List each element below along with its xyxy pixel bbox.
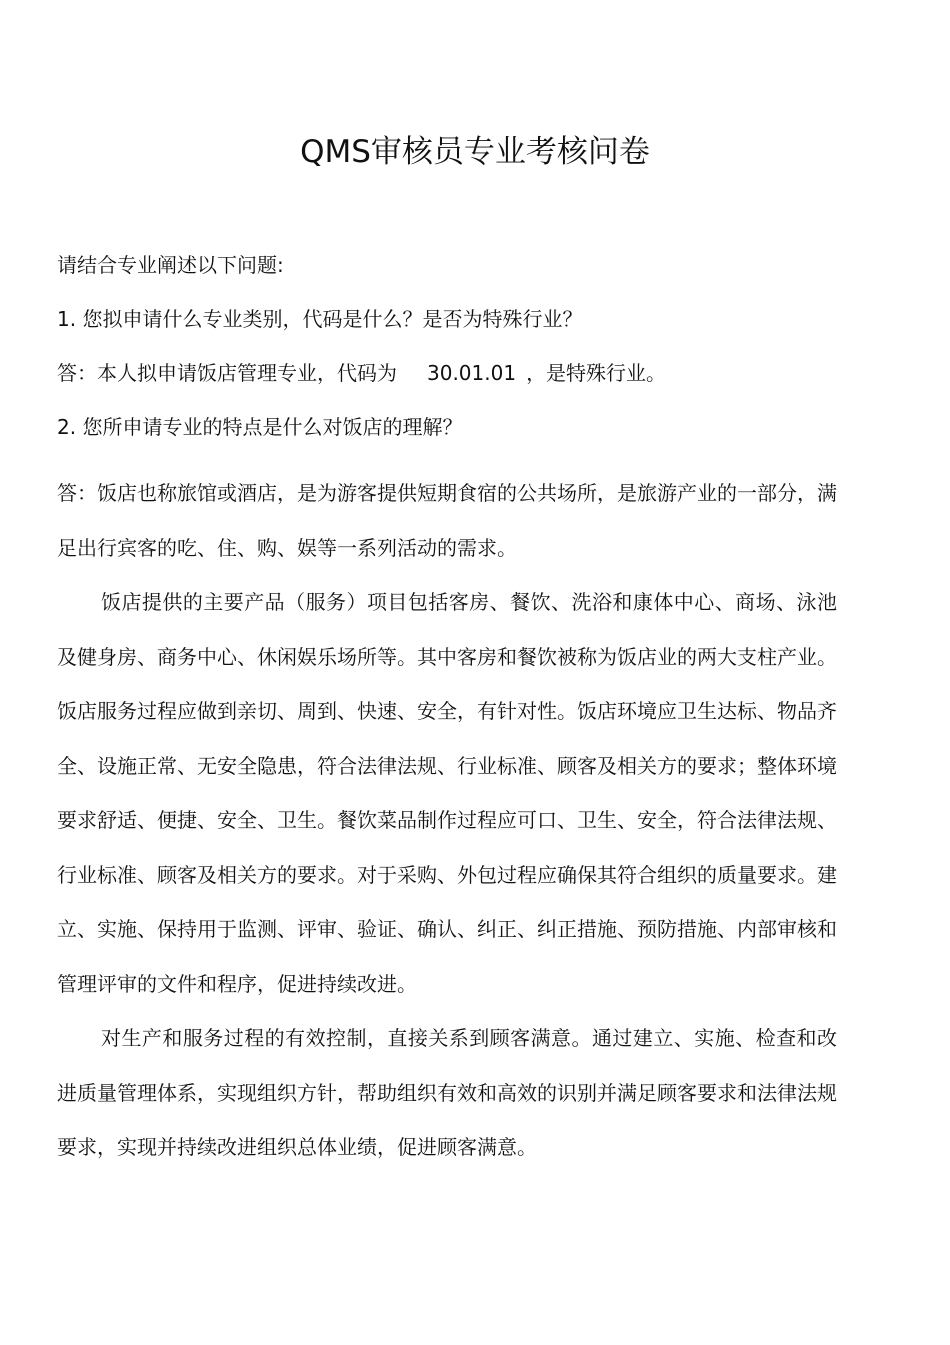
answer-2-paragraph-1: 饭店提供的主要产品（服务）项目包括客房、餐饮、洗浴和康体中心、商场、泳池及健身房、商务中心、休闲娱乐场所等。其中客房和餐饮被称为饭店业的两大支柱产业。饭店服务过程应做到亲切、周到、快速、安全，有针对性。饭店环境应卫生达标、物品齐全、设施正常、无安全隐患，符合法律法规、行业标准、顾客及相关方的要求；整体环境要求舒适、便捷、安全、卫生。餐饮菜品制作过程应可口、卫生、安全，符合法律法规、行业标准、顾客及相关方的要求。对于采购、外包过程应确保其符合组织的质量要求。建立、实施、保持用于监测、评审、验证、确认、纠正、纠正措施、预防措施、内部审核和管理评审的文件和程序，促进持续改进。 <box>57 590 837 996</box>
answer-1 <box>57 358 837 412</box>
answer-1-code: 30.01.01 <box>427 361 517 385</box>
intro-text: 请结合专业阐述以下问题: <box>57 253 284 277</box>
page-title: QMS审核员专业考核问卷 <box>300 134 650 170</box>
answer-2: 答：饭店也称旅馆或酒店，是为游客提供短期食宿的公共场所，是旅游产业的一部分，满足出行宾客的吃、住、购、娱等一系列活动的需求。 <box>57 481 837 560</box>
document-body <box>57 250 837 1175</box>
answer-1-prefix: 答：本人拟申请饭店管理专业，代码为 <box>57 361 397 385</box>
question-1: 1. 您拟申请什么专业类别，代码是什么？是否为特殊行业？ <box>57 307 583 331</box>
answer-2-paragraph-2: 对生产和服务过程的有效控制，直接关系到顾客满意。通过建立、实施、检查和改进质量管理体系，实现组织方针，帮助组织有效和高效的识别并满足顾客要求和法律法规要求，实现并持续改进组织总体业绩，促进顾客满意。 <box>57 1026 837 1159</box>
answer-1-suffix: ，是特殊行业。 <box>526 361 667 385</box>
question-2: 2. 您所申请专业的特点是什么对饭店的理解？ <box>57 415 463 439</box>
